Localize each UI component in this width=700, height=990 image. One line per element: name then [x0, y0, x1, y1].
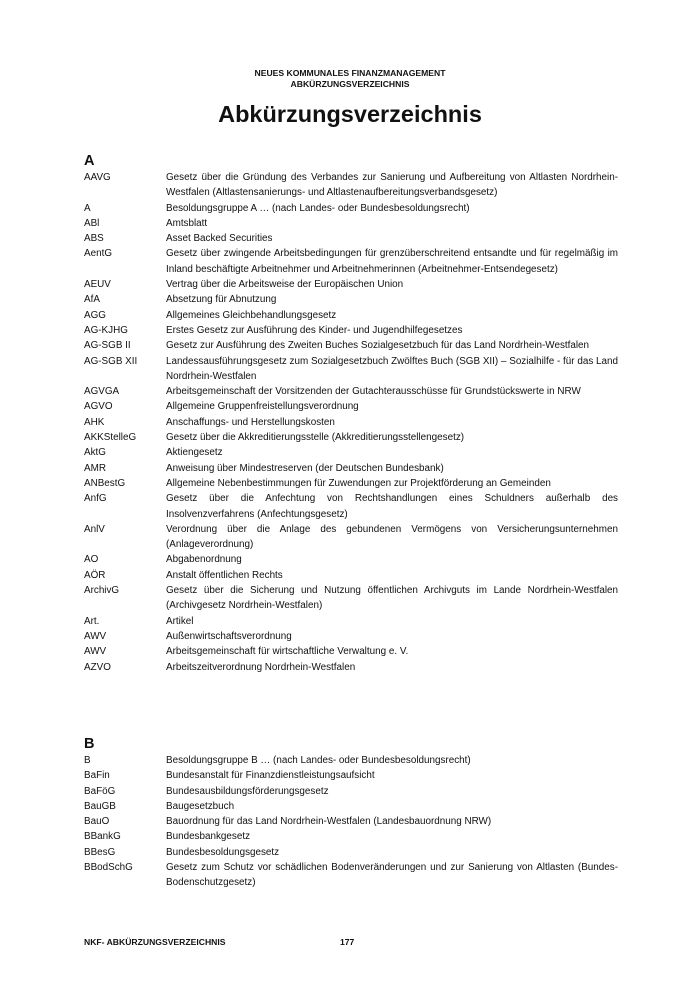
abbreviation-term: AZVO — [84, 661, 111, 673]
abbreviation-entry — [84, 491, 618, 522]
abbreviation-definition: Gesetz über die Anfechtung von Rechtshandlungen eines Schuldners außerhalb des Insolvenzverfahrens (Anfechtungsgesetz) — [166, 493, 618, 520]
abbreviation-entry — [84, 399, 618, 414]
abbreviation-definition: Anschaffungs- und Herstellungskosten — [166, 416, 335, 428]
abbreviation-entry — [84, 614, 618, 629]
abbreviation-entry — [84, 476, 618, 491]
abbreviation-entry — [84, 568, 618, 583]
abbreviation-term: AGVO — [84, 401, 113, 413]
abbreviation-definition: Bundesbesoldungsgesetz — [166, 846, 280, 858]
abbreviation-definition: Arbeitszeitverordnung Nordrhein-Westfalen — [166, 661, 356, 673]
abbreviation-term: BaFöG — [84, 785, 116, 797]
abbreviation-definition: Bauordnung für das Land Nordrhein-Westfalen (Landesbauordnung NRW) — [166, 816, 492, 828]
page-title: Abkürzungsverzeichnis — [218, 101, 482, 127]
abbreviation-entry — [84, 522, 618, 553]
abbreviation-term: BauGB — [84, 800, 116, 812]
abbreviation-term: AEUV — [84, 279, 111, 291]
abbreviation-definition: Bundesausbildungsförderungsgesetz — [166, 785, 329, 797]
abbreviation-term: AWV — [84, 646, 107, 658]
abbreviation-entry — [84, 660, 618, 675]
abbreviation-entry — [84, 445, 618, 460]
abbreviation-term: AKKStelleG — [84, 432, 137, 444]
abbreviation-definition: Arbeitsgemeinschaft für wirtschaftliche Verwaltung e. V. — [166, 646, 409, 658]
abbreviation-definition: Verordnung über die Anlage des gebundenen Vermögens von Versicherungsunternehmen (Anlageverordnung) — [166, 523, 618, 551]
page-number: 177 — [340, 937, 355, 947]
footer-label: NKF- ABKÜRZUNGSVERZEICHNIS — [84, 937, 226, 947]
abbreviation-definition: Abgabenordnung — [166, 554, 242, 566]
abbreviation-definition: Bundesbankgesetz — [166, 831, 251, 843]
abbreviation-definition: Arbeitsgemeinschaft der Vorsitzenden der Gutachterausschüsse für Grundstückswerte in NRW — [166, 386, 581, 398]
abbreviation-term: BBankG — [84, 831, 121, 843]
abbreviation-term: AHK — [84, 416, 105, 428]
abbreviation-definition: Amtsblatt — [166, 217, 208, 229]
abbreviation-definition: Gesetz über die Sicherung und Nutzung öffentlichen Archivguts im Lande Nordrhein-Westfalen (Archivgesetz Nordrhein-Westfalen) — [166, 585, 618, 612]
abbreviation-definition: Allgemeine Nebenbestimmungen für Zuwendungen zur Projektförderung an Gemeinden — [166, 477, 551, 489]
abbreviation-term: AWV — [84, 630, 107, 642]
abbreviation-term: AÖR — [84, 569, 106, 581]
abbreviation-term: ABS — [84, 233, 104, 245]
abbreviation-entry — [84, 583, 618, 614]
abbreviation-definition: Vertrag über die Arbeitsweise der Europäischen Union — [166, 279, 404, 291]
abbreviation-entry — [84, 430, 618, 445]
abbreviation-definition: Anstalt öffentlichen Rechts — [166, 569, 283, 581]
abbreviation-term: AG-SGB XII — [84, 355, 138, 367]
abbreviation-term: ArchivG — [84, 585, 120, 597]
abbreviation-entry — [84, 384, 618, 399]
abbreviation-definition: Anweisung über Mindestreserven (der Deutschen Bundesbank) — [166, 462, 444, 474]
abbreviation-term: ANBestG — [84, 477, 126, 489]
abbreviation-term: A — [84, 202, 91, 214]
abbreviation-entry — [84, 201, 618, 216]
abbreviation-term: AGVGA — [84, 386, 120, 398]
abbreviation-term: AMR — [84, 462, 106, 474]
abbreviation-entry — [84, 768, 618, 783]
abbreviation-definition: Aktiengesetz — [166, 447, 223, 459]
abbreviation-entry — [84, 814, 618, 829]
abbreviation-term: B — [84, 755, 91, 766]
abbreviation-term: AAVG — [84, 172, 111, 183]
abbreviation-term: BBodSchG — [84, 862, 133, 874]
abbreviation-term: ABl — [84, 217, 100, 229]
abbreviation-definition: Asset Backed Securities — [166, 233, 273, 245]
abbreviation-term: BauO — [84, 816, 110, 828]
abbreviation-definition: Absetzung für Abnutzung — [166, 294, 277, 306]
header-line-2: ABKÜRZUNGSVERZEICHNIS — [290, 79, 410, 89]
abbreviation-term: Art. — [84, 615, 100, 627]
abbreviation-definition: Baugesetzbuch — [166, 800, 235, 812]
abbreviation-definition: Allgemeine Gruppenfreistellungsverordnung — [166, 401, 359, 413]
abbreviation-definition: Gesetz über die Gründung des Verbandes zur Sanierung und Aufbereitung von Altlasten Nordrhein-Westfalen (Altlastensanierungs- und Altlastenaufbereitungsverbandsgesetz) — [166, 172, 618, 199]
abbreviation-term: AfA — [84, 294, 100, 306]
abbreviation-entry — [84, 231, 618, 246]
abbreviation-entry — [84, 323, 618, 338]
abbreviation-definition: Erstes Gesetz zur Ausführung des Kinder- und Jugendhilfegesetzes — [166, 324, 463, 336]
section-b — [84, 735, 618, 891]
abbreviation-entry — [84, 277, 618, 292]
abbreviation-term: AentG — [84, 248, 112, 260]
abbreviation-term: AnlV — [84, 523, 105, 535]
abbreviation-definition: Außenwirtschaftsverordnung — [166, 630, 292, 642]
abbreviation-term: AnfG — [84, 493, 107, 505]
abbreviation-definition: Besoldungsgruppe B … (nach Landes- oder Bundesbesoldungsrecht) — [166, 755, 471, 766]
abbreviation-entry — [84, 216, 618, 231]
abbreviation-entry — [84, 753, 618, 768]
header-line-1: NEUES KOMMUNALES FINANZMANAGEMENT — [254, 68, 446, 78]
abbreviation-entry — [84, 308, 618, 323]
abbreviation-term: AO — [84, 554, 99, 566]
abbreviation-definition: Gesetz zum Schutz vor schädlichen Bodenveränderungen und zur Sanierung von Altlasten (Bundes-Bodenschutzgesetz) — [166, 862, 618, 889]
running-header — [0, 68, 700, 90]
abbreviation-definition: Gesetz über die Akkreditierungsstelle (Akkreditierungsstellengesetz) — [166, 432, 465, 444]
abbreviation-entry — [84, 170, 618, 201]
abbreviation-entry — [84, 552, 618, 567]
abbreviation-entry — [84, 461, 618, 476]
abbreviation-definition: Allgemeines Gleichbehandlungsgesetz — [166, 309, 337, 321]
abbreviation-entry — [84, 415, 618, 430]
section-letter: B — [84, 736, 95, 752]
abbreviation-entry — [84, 338, 618, 353]
section-a — [84, 152, 618, 675]
abbreviation-entry — [84, 644, 618, 659]
abbreviation-term: AG-KJHG — [84, 324, 128, 336]
abbreviation-definition: Landessausführungsgesetz zum Sozialgesetzbuch Zwölftes Buch (SGB XII) – Sozialhilfe - für das Land Nordrhein-Westfalen — [166, 355, 618, 382]
abbreviation-entry — [84, 845, 618, 860]
abbreviation-term: BaFin — [84, 770, 110, 782]
abbreviation-entry — [84, 629, 618, 644]
abbreviation-definition: Artikel — [166, 615, 194, 627]
abbreviation-definition: Bundesanstalt für Finanzdienstleistungsaufsicht — [166, 770, 375, 782]
abbreviation-definition: Besoldungsgruppe A … (nach Landes- oder Bundesbesoldungsrecht) — [166, 202, 470, 214]
abbreviation-entry — [84, 860, 618, 891]
section-letter: A — [84, 153, 95, 169]
abbreviation-entry — [84, 784, 618, 799]
abbreviation-definition: Gesetz über zwingende Arbeitsbedingungen für grenzüberschreitend entsandte und für regelmäßig im Inland beschäftigte Arbeitnehmer und Arbeitnehmerinnen (Arbeitnehmer-Entsendegesetz) — [166, 248, 618, 275]
abbreviation-entry — [84, 292, 618, 307]
abbreviation-term: AGG — [84, 309, 106, 321]
abbreviation-term: BBesG — [84, 846, 116, 858]
abbreviation-entry — [84, 799, 618, 814]
abbreviation-entry — [84, 246, 618, 277]
abbreviation-term: AktG — [84, 447, 106, 459]
abbreviation-definition: Gesetz zur Ausführung des Zweiten Buches Sozialgesetzbuch für das Land Nordrhein-Westfalen — [166, 340, 590, 352]
abbreviation-entry — [84, 829, 618, 844]
abbreviation-term: AG-SGB II — [84, 340, 131, 352]
abbreviation-entry — [84, 354, 618, 385]
